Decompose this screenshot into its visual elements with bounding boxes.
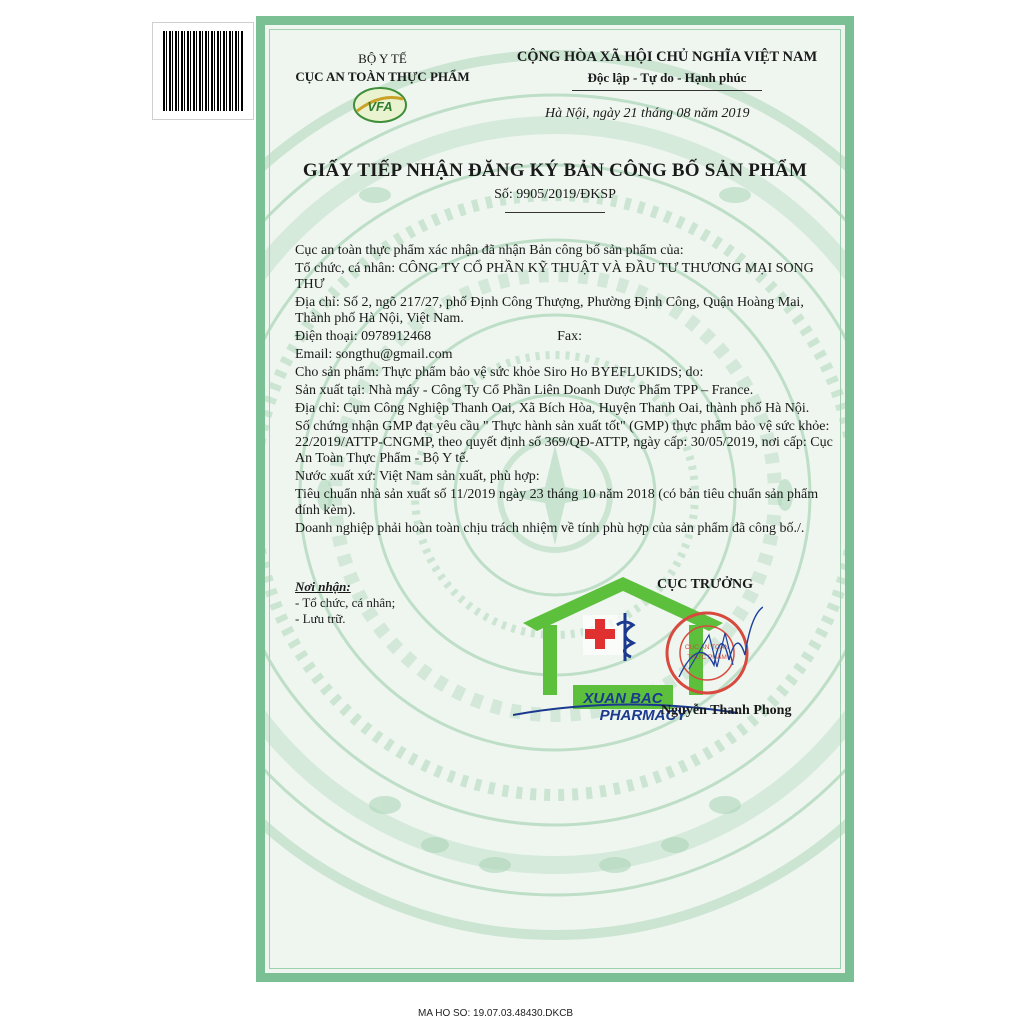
body-paragraph: Tiêu chuẩn nhà sản xuất số 11/2019 ngày 23 tháng 10 năm 2018 (có bản tiêu chuẩn sản phẩm đính kèm). [295, 487, 819, 518]
national-motto: Độc lập - Tự do - Hạnh phúc [587, 70, 747, 85]
body-paragraph: Địa chỉ: Số 2, ngõ 217/27, phố Định Công Thượng, Phường Định Công, Quận Hoàng Mai, Thành phố Hà Nội, Việt Nam. [295, 295, 804, 326]
dossier-code: MA HO SO: 19.07.03.48430.DKCB [418, 1008, 574, 1019]
watermark-line1: XUAN BAC [583, 690, 663, 707]
recipients-title: Nơi nhận: [295, 579, 351, 594]
body-paragraph: Cục an toàn thực phẩm xác nhận đã nhận Bản công bố sản phẩm của: [295, 243, 684, 258]
svg-text:VFA: VFA [367, 99, 393, 114]
qr-code [152, 22, 254, 120]
body-paragraph: Nước xuất xứ: Việt Nam sản xuất, phù hợp: [295, 469, 540, 484]
agency-name: CỤC AN TOÀN THỰC PHẨM [295, 69, 470, 84]
document-number: Số: 9905/2019/ĐKSP [494, 187, 616, 202]
body-paragraph: Doanh nghiệp phải hoàn toàn chịu trách nhiệm về tính phù hợp của sản phẩm đã công bố./. [295, 521, 805, 536]
body-paragraph: Số chứng nhận GMP đạt yêu cầu " Thực hành sản xuất tốt" (GMP) thực phẩm bảo vệ sức khỏe: 22/2019/ATTP-CNGMP, theo quyết định số 369/QĐ-ATTP, ngày cấp: 30/05/2019, nơi cấp: Cục An Toàn Thực Phẩm - Bộ Y tế. [295, 419, 833, 466]
signer-name: Nguyễn Thanh Phong [661, 703, 792, 718]
svg-text:THỰC PHẨM: THỰC PHẨM [687, 654, 727, 661]
body-paragraph: Cho sản phẩm: Thực phẩm bảo vệ sức khỏe Siro Ho BYEFLUKIDS; do: [295, 365, 704, 380]
official-seal [659, 605, 763, 697]
body-paragraph: Tổ chức, cá nhân: CÔNG TY CỔ PHẦN KỸ THUẬT VÀ ĐẦU TƯ THƯƠNG MẠI SONG THƯ [295, 261, 814, 292]
body-paragraph: Địa chỉ: Cụm Công Nghiệp Thanh Oai, Xã Bích Hòa, Huyện Thanh Oai, thành phố Hà Nội. [295, 401, 810, 416]
vfa-logo [351, 85, 409, 125]
body-paragraph: Điện thoại: 0978912468 Fax: [295, 329, 582, 344]
svg-text:CỤC AN TOÀN: CỤC AN TOÀN [684, 644, 730, 651]
issue-date: Hà Nội, ngày 21 tháng 08 năm 2019 [545, 106, 750, 121]
certificate-frame [256, 16, 854, 982]
signer-role: CỤC TRƯỞNG [657, 577, 754, 592]
certificate-body [295, 243, 840, 539]
document-title: GIẤY TIẾP NHẬN ĐĂNG KÝ BẢN CÔNG BỐ SẢN PHẨM [302, 160, 808, 181]
national-header [497, 49, 837, 91]
issuing-agency-block [275, 51, 490, 85]
country-name: CỘNG HÒA XÃ HỘI CHỦ NGHĨA VIỆT NAM [516, 49, 818, 65]
ministry-name: BỘ Y TẾ [358, 51, 407, 66]
body-paragraph: Sản xuất tại: Nhà máy - Công Ty Cổ Phần Liên Doanh Dược Phẩm TPP – France. [295, 383, 754, 398]
recipient-item: - Tổ chức, cá nhân; [295, 595, 396, 610]
recipient-item: - Lưu trữ. [295, 611, 346, 626]
body-paragraph: Email: songthu@gmail.com [295, 347, 453, 362]
watermark-line2: PHARMACY [599, 707, 687, 723]
recipients-block [295, 579, 395, 627]
